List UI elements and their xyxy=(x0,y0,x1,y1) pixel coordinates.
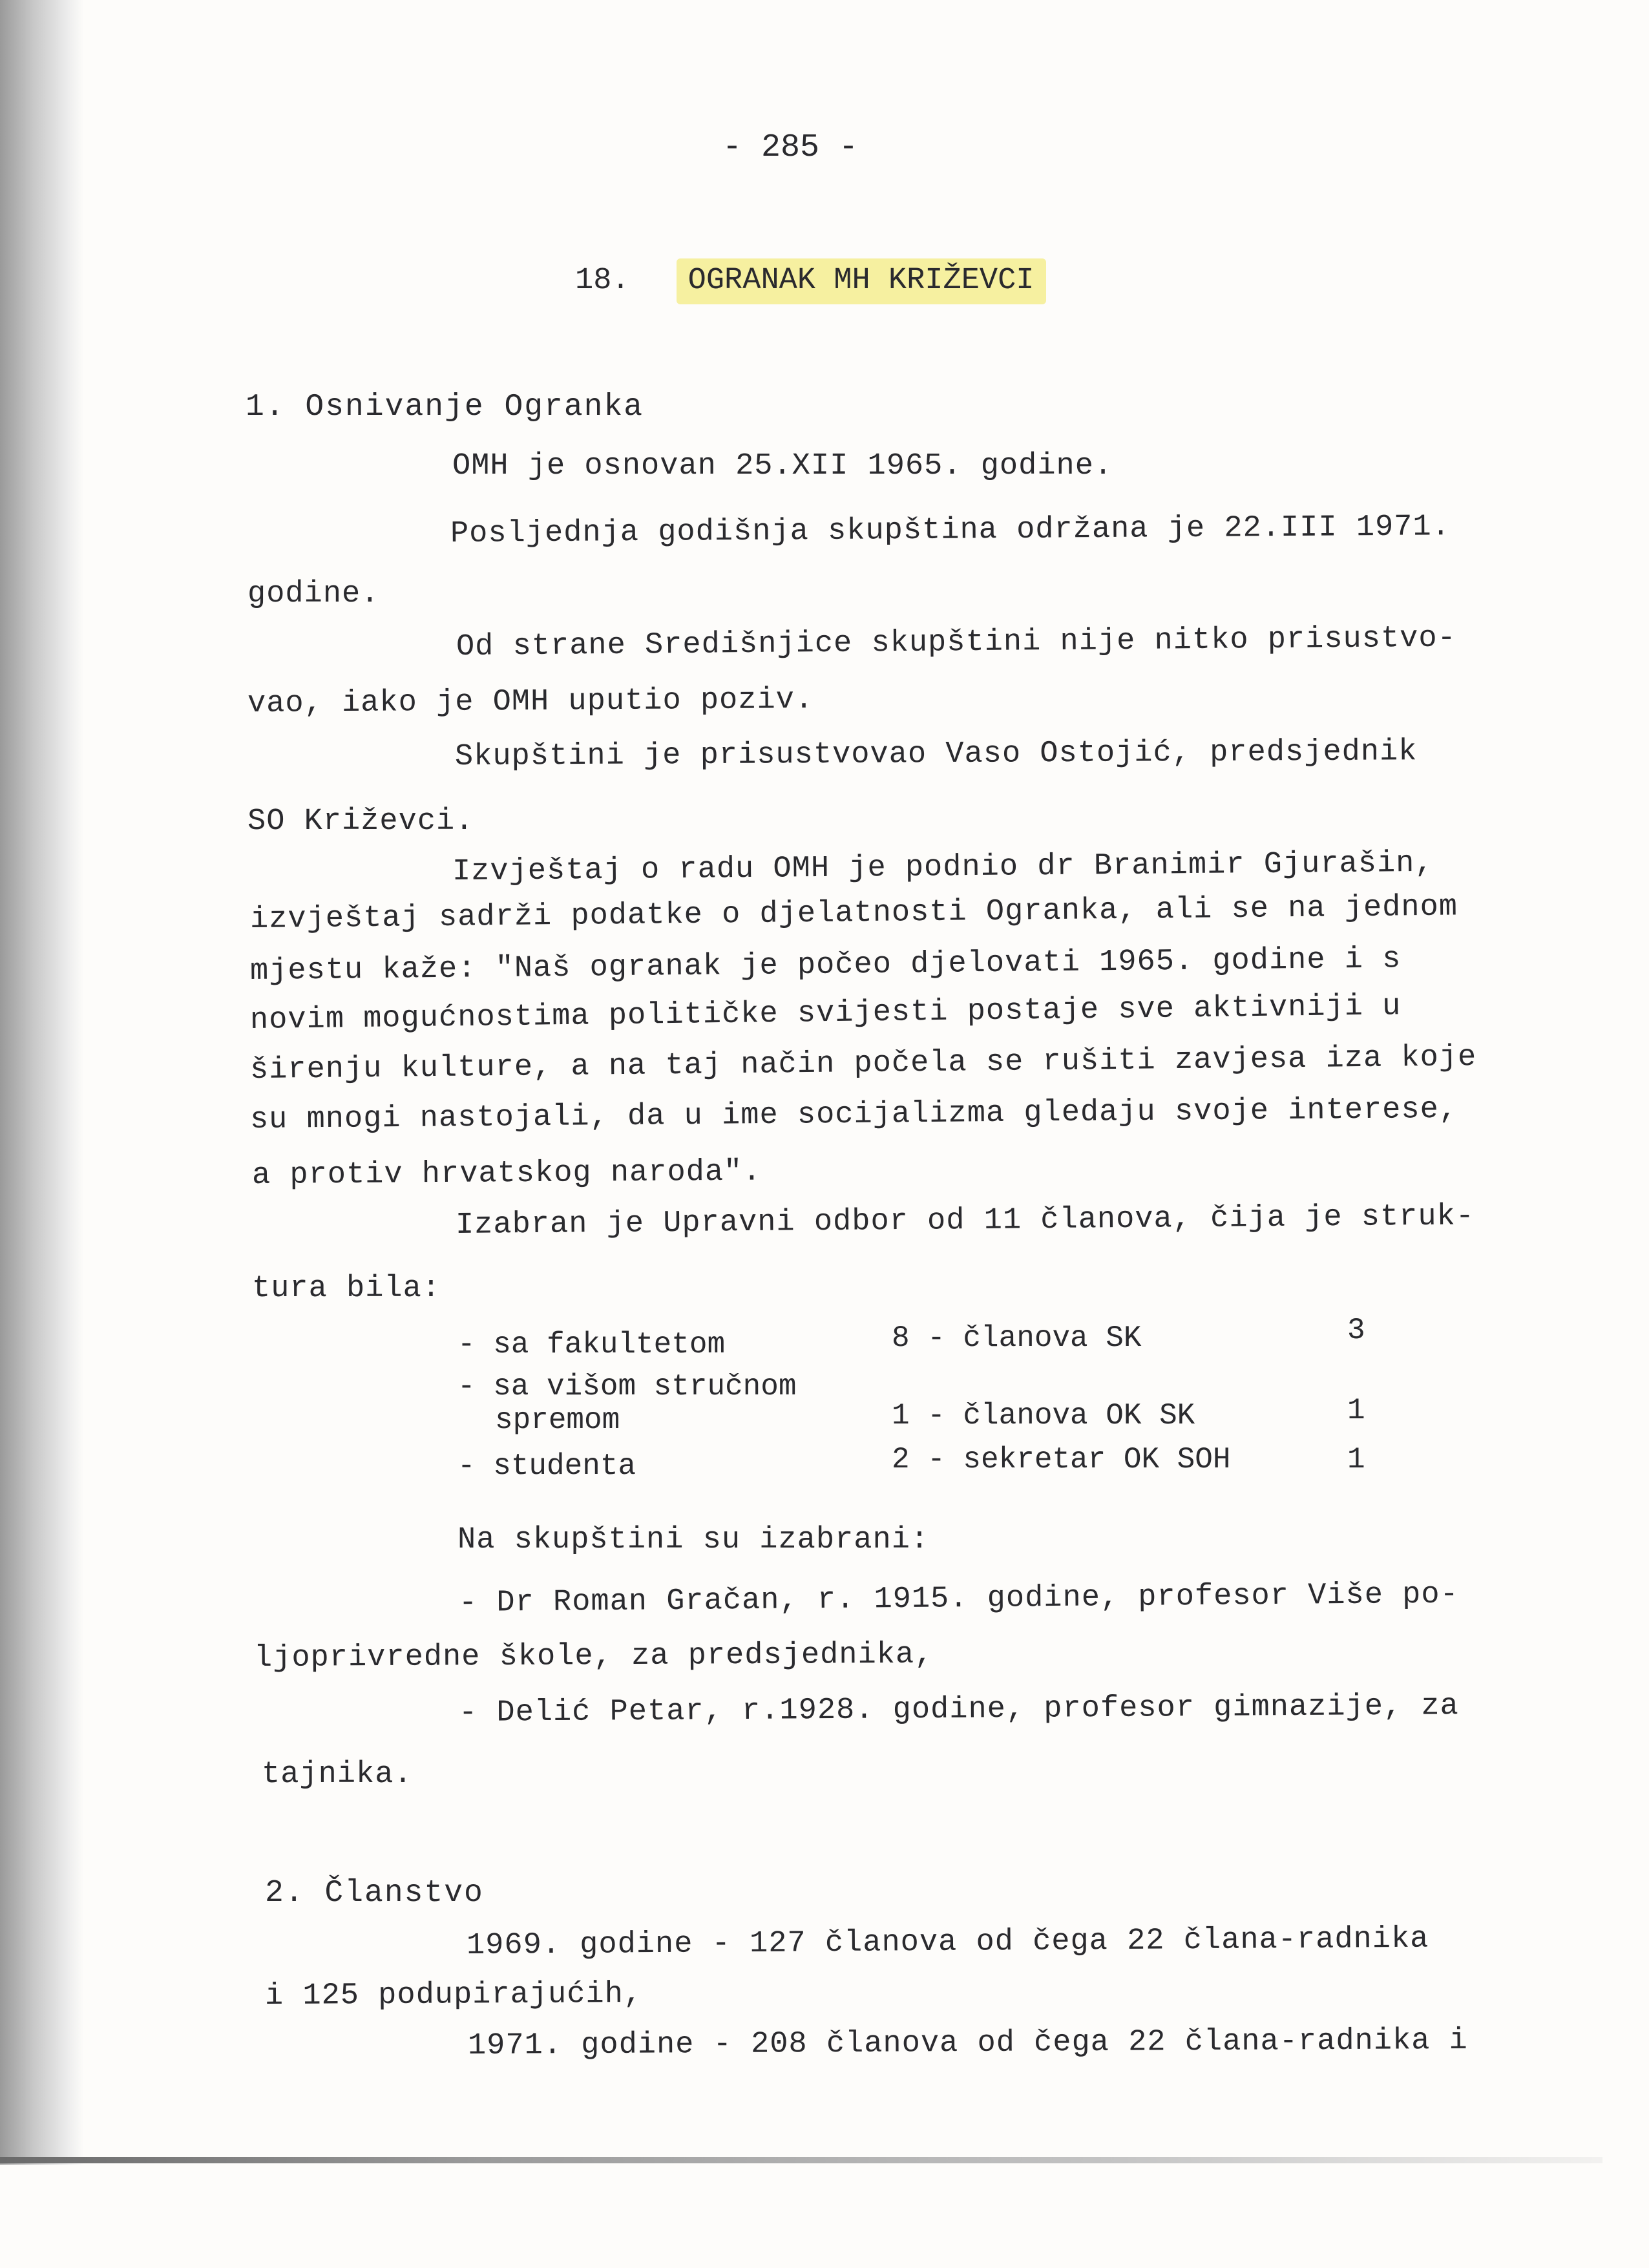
text-line: mjestu kaže: "Naš ogranak je počeo djelovati 1965. godine i s xyxy=(249,942,1402,989)
table-label-continued: spremom xyxy=(495,1403,620,1437)
text-line: Na skupštini su izabrani: xyxy=(457,1523,930,1557)
text-line: Izvještaj o radu OMH je podnio dr Branimir Gjurašin, xyxy=(452,846,1434,889)
section-heading-membership: 2. Članstvo xyxy=(265,1876,484,1911)
text-line: tura bila: xyxy=(252,1272,441,1306)
table-value: 3 xyxy=(1347,1314,1365,1347)
text-line: Izabran je Upravni odbor od 11 članova, čija je struk- xyxy=(455,1199,1475,1243)
text-line: ljoprivredne škole, za predsjednika, xyxy=(253,1637,934,1675)
table-count: 8 - članova SK xyxy=(892,1321,1142,1355)
scan-edge-shadow xyxy=(0,0,84,2165)
table-label: - studenta xyxy=(457,1449,636,1483)
text-line: Od strane Središnjice skupštini nije nitko prisustvo- xyxy=(456,621,1457,664)
table-value: 1 xyxy=(1347,1394,1365,1427)
text-line: Posljednja godišnja skupština održana je 22.III 1971. xyxy=(450,510,1451,551)
text-line: a protiv hrvatskog naroda". xyxy=(251,1155,762,1193)
text-line: vao, iako je OMH uputio poziv. xyxy=(247,682,814,721)
section-heading-founding: 1. Osnivanje Ogranka xyxy=(246,390,644,425)
text-line: su mnogi nastojali, da u ime socijalizma gledaju svoje interese, xyxy=(249,1092,1458,1137)
text-line: izvještaj sadrži podatke o djelatnosti Ogranka, ali se na jednom xyxy=(249,890,1458,937)
table-label: - sa višom stručnom xyxy=(457,1370,797,1403)
text-line: 1971. godine - 208 članova od čega 22 člana-radnika i xyxy=(467,2023,1468,2063)
page-number: - 285 - xyxy=(722,129,859,166)
text-line: OMH je osnovan 25.XII 1965. godine. xyxy=(452,449,1113,483)
text-line: SO Križevci. xyxy=(247,804,474,839)
table-count: 1 - članova OK SK xyxy=(892,1399,1195,1433)
text-line: i 125 podupirajućih, xyxy=(264,1977,643,2013)
scan-bottom-rule xyxy=(0,2157,1602,2163)
table-label: - sa fakultetom xyxy=(457,1328,726,1361)
text-line: - Delić Petar, r.1928. godine, profesor gimnazije, za xyxy=(458,1689,1459,1730)
text-line: Skupštini je prisustvovao Vaso Ostojić, predsjednik xyxy=(454,735,1418,774)
table-count: 2 - sekretar OK SOH xyxy=(892,1443,1231,1476)
text-line: novim mogućnostima političke svijesti postaje sve aktivniji u xyxy=(249,989,1402,1038)
text-line: 1969. godine - 127 članova od čega 22 člana-radnika xyxy=(466,1922,1429,1963)
chapter-heading xyxy=(575,258,1046,304)
text-line: širenju kulture, a na taj način počela se rušiti zavjesa iza koje xyxy=(249,1040,1477,1087)
chapter-number: 18. xyxy=(575,264,630,298)
text-line: tajnika. xyxy=(262,1758,413,1792)
table-value: 1 xyxy=(1347,1443,1365,1476)
text-line: - Dr Roman Gračan, r. 1915. godine, profesor Više po- xyxy=(458,1577,1460,1621)
chapter-title: OGRANAK MH KRIŽEVCI xyxy=(677,258,1046,304)
text-line: godine. xyxy=(247,577,380,611)
